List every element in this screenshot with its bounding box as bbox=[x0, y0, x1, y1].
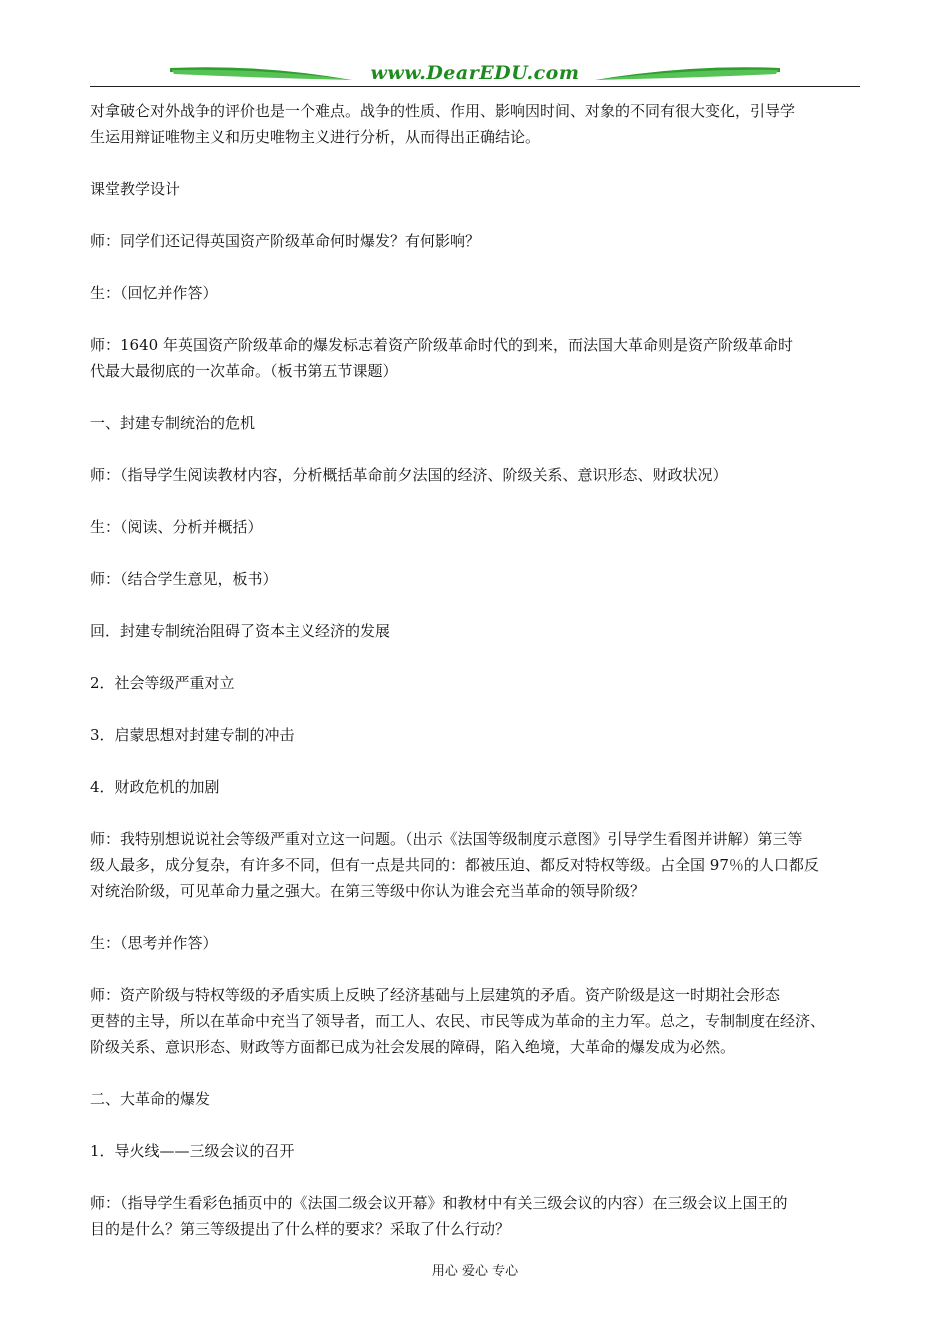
paragraph bbox=[90, 1138, 862, 1164]
text-line: 4．财政危机的加剧 bbox=[90, 778, 220, 796]
text-line: 生：（回忆并作答） bbox=[90, 284, 218, 302]
text-line: 师：资产阶级与特权等级的矛盾实质上反映了经济基础与上层建筑的矛盾。资产阶级是这一时期社会形态 bbox=[90, 986, 781, 1004]
text-line: 回．封建专制统治阻碍了资本主义经济的发展 bbox=[90, 622, 391, 640]
paragraph bbox=[90, 826, 862, 904]
paragraph bbox=[90, 462, 862, 488]
text-line: 师：（指导学生阅读教材内容，分析概括革命前夕法国的经济、阶级关系、意识形态、财政状况） bbox=[90, 466, 728, 484]
text-line: 阶级关系、意识形态、财政等方面都已成为社会发展的障碍，陷入绝境，大革命的爆发成为必然。 bbox=[90, 1038, 736, 1056]
paragraph bbox=[90, 566, 862, 592]
text-line: 生：（思考并作答） bbox=[90, 934, 218, 952]
paragraph bbox=[90, 618, 862, 644]
text-line: 师：（指导学生看彩色插页中的《法国二级会议开幕》和教材中有关三级会议的内容）在三级会议上国王的 bbox=[90, 1194, 788, 1212]
text-line: 师：同学们还记得英国资产阶级革命何时爆发？有何影响？ bbox=[90, 232, 481, 250]
text-line: 二、大革命的爆发 bbox=[90, 1090, 211, 1108]
paragraph bbox=[90, 1086, 862, 1112]
paragraph bbox=[90, 1190, 862, 1242]
paragraph bbox=[90, 930, 862, 956]
page-header bbox=[90, 60, 860, 90]
site-logo: www.DearEDU.com bbox=[370, 62, 580, 84]
text-line: 3．启蒙思想对封建专制的冲击 bbox=[90, 726, 295, 744]
paragraph bbox=[90, 176, 862, 202]
header-divider bbox=[90, 86, 860, 87]
text-line: 生运用辩证唯物主义和历史唯物主义进行分析，从而得出正确结论。 bbox=[90, 128, 541, 146]
text-line: 对拿破仑对外战争的评价也是一个难点。战争的性质、作用、影响因时间、对象的不同有很大变化，引导学 bbox=[90, 102, 796, 120]
text-line: 生：（阅读、分析并概括） bbox=[90, 518, 263, 536]
text-line: 级人最多，成分复杂，有许多不同，但有一点是共同的：都被压迫、都反对特权等级。占全国 97％的人口都反 bbox=[90, 856, 819, 874]
paragraph bbox=[90, 722, 862, 748]
paragraph bbox=[90, 332, 862, 384]
paragraph bbox=[90, 410, 862, 436]
text-line: 1．导火线——三级会议的召开 bbox=[90, 1142, 295, 1160]
text-line: 师：我特别想说说社会等级严重对立这一问题。（出示《法国等级制度示意图》引导学生看图并讲解）第三等 bbox=[90, 830, 803, 848]
text-line: 对统治阶级，可见革命力量之强大。在第三等级中你认为谁会充当革命的领导阶级？ bbox=[90, 882, 646, 900]
paragraph bbox=[90, 774, 862, 800]
text-line: 2．社会等级严重对立 bbox=[90, 674, 235, 692]
text-line: 课堂教学设计 bbox=[90, 180, 181, 198]
text-line: 代最大最彻底的一次革命。（板书第五节课题） bbox=[90, 362, 398, 380]
text-line: 师：1640 年英国资产阶级革命的爆发标志着资产阶级革命时代的到来，而法国大革命则是资产阶级革命时 bbox=[90, 336, 793, 354]
paragraph bbox=[90, 98, 862, 150]
page-footer: 用心 爱心 专心 bbox=[431, 1264, 519, 1279]
paragraph bbox=[90, 228, 862, 254]
text-line: 一、封建专制统治的危机 bbox=[90, 414, 256, 432]
paragraph bbox=[90, 670, 862, 696]
paragraph bbox=[90, 982, 862, 1060]
paragraph bbox=[90, 514, 862, 540]
paragraph bbox=[90, 280, 862, 306]
text-line: 目的是什么？第三等级提出了什么样的要求？采取了什么行动？ bbox=[90, 1220, 511, 1238]
document-body bbox=[90, 98, 862, 1242]
text-line: 更替的主导，所以在革命中充当了领导者，而工人、农民、市民等成为革命的主力军。总之，专制制度在经济、 bbox=[90, 1012, 826, 1030]
text-line: 师：（结合学生意见，板书） bbox=[90, 570, 278, 588]
